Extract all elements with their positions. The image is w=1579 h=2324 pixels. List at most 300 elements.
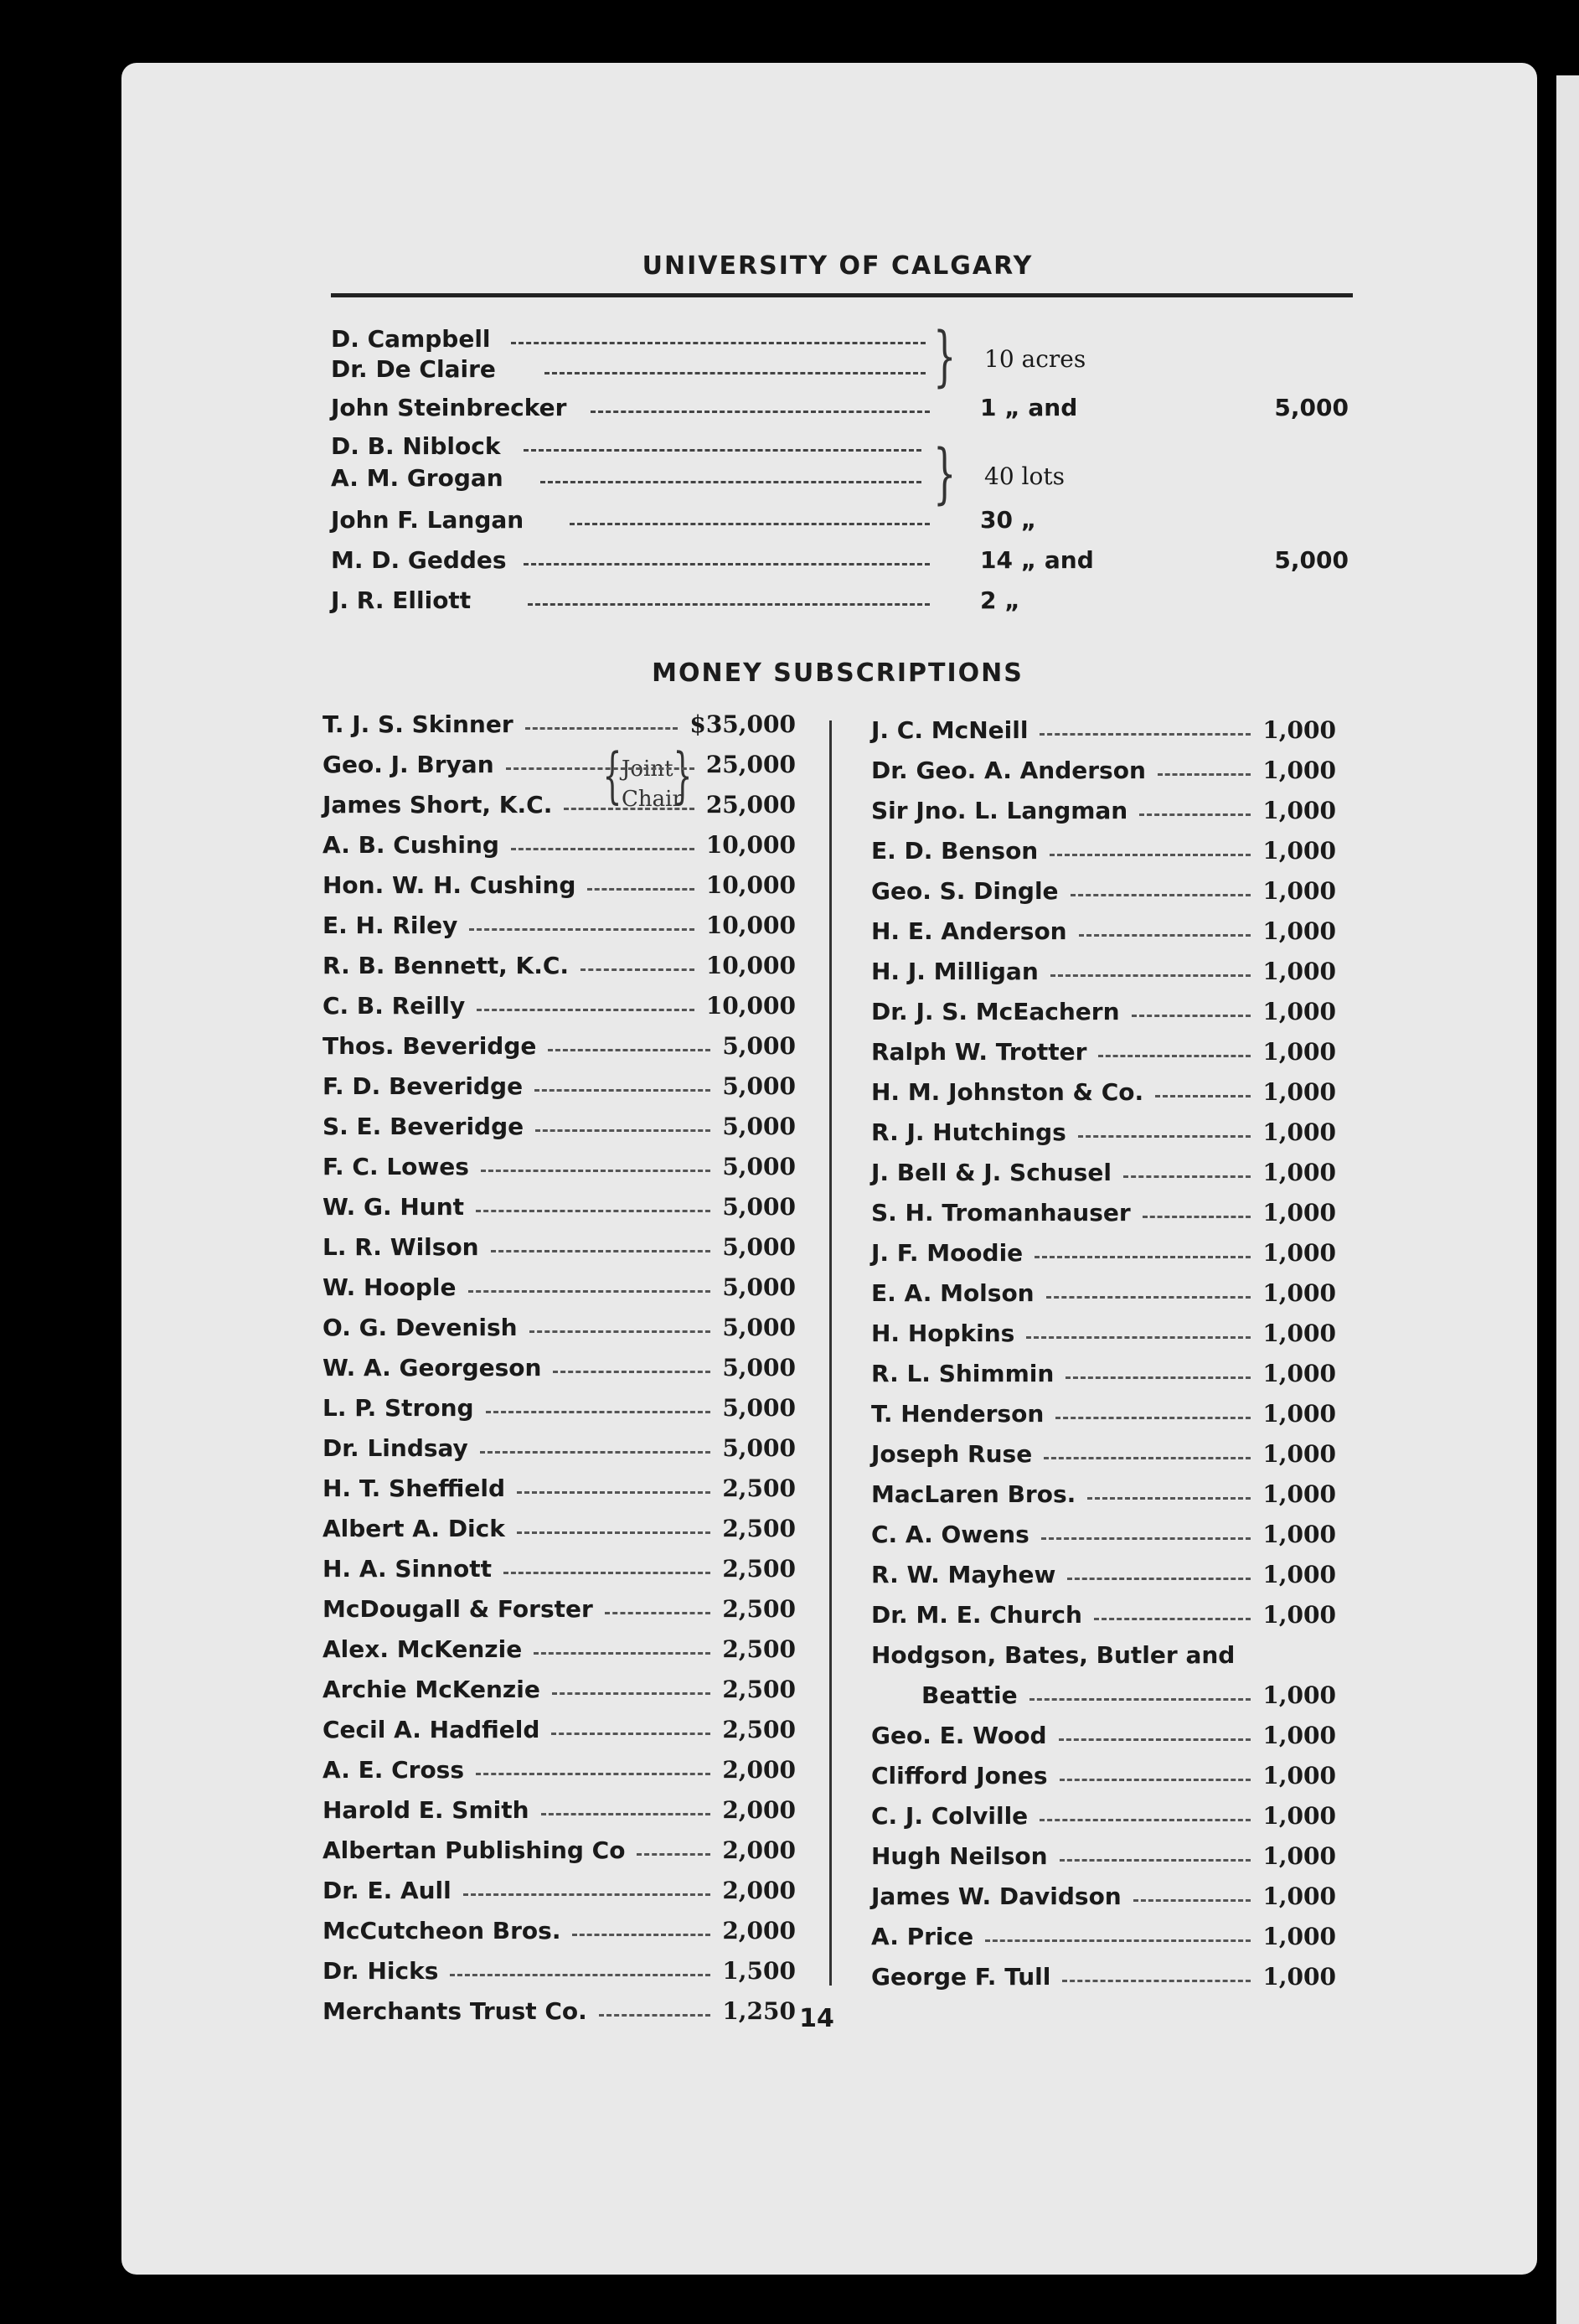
subscription-amount: 5,000 (722, 1314, 796, 1341)
subscription-amount: 2,500 (722, 1716, 796, 1743)
page-header-title: UNIVERSITY OF CALGARY (642, 251, 1034, 281)
leader-dots (525, 727, 678, 730)
subscription-row (871, 998, 1336, 1031)
subscription-row (323, 912, 796, 945)
land-quantity: 1 „ and (980, 394, 1078, 421)
subscription-amount: 1,000 (1262, 1239, 1336, 1267)
land-quantity: 2 „ (980, 586, 1020, 614)
subscriber-name: A. Price (871, 1923, 974, 1950)
subscription-row (323, 1877, 796, 1910)
subscription-row (871, 1159, 1336, 1192)
subscription-row (323, 1394, 796, 1428)
leader-dots (480, 1451, 710, 1454)
subscription-amount: 1,000 (1262, 716, 1336, 744)
subscriber-name: Clifford Jones (871, 1762, 1048, 1789)
leader-dots (529, 1330, 710, 1333)
subscription-row (323, 1716, 796, 1749)
subscription-row (871, 1641, 1336, 1675)
subscription-amount: 1,000 (1262, 958, 1336, 985)
subscriber-name: R. L. Shimmin (871, 1360, 1055, 1387)
subscriber-name: George F. Tull (871, 1963, 1051, 1991)
leader-dots (1132, 1015, 1251, 1017)
donor-name: J. R. Elliott (331, 586, 477, 614)
leader-dots (605, 1612, 710, 1614)
subscriber-name: R. B. Bennett, K.C. (323, 952, 570, 979)
leader-dots (486, 1411, 710, 1413)
leader-dots (1059, 1738, 1251, 1741)
subscription-amount: 10,000 (705, 992, 796, 1020)
leader-dots (503, 1572, 710, 1574)
subscription-row (871, 1882, 1336, 1916)
subscriber-name: James W. Davidson (871, 1882, 1122, 1910)
subscription-row (323, 1796, 796, 1830)
leader-dots (1067, 1578, 1251, 1580)
subscription-amount: 5,000 (722, 1233, 796, 1261)
subscription-amount: 5,000 (722, 1032, 796, 1060)
subscriber-name: Dr. Lindsay (323, 1434, 468, 1462)
leader-dots (517, 1491, 710, 1494)
subscription-amount: 1,000 (1262, 1480, 1336, 1508)
subscription-amount: 1,250 (722, 1997, 796, 2025)
subscription-row (871, 1038, 1336, 1072)
subscription-row (323, 1113, 796, 1146)
subscriber-name: MacLaren Bros. (871, 1480, 1076, 1508)
subscription-amount: 1,000 (1262, 1923, 1336, 1950)
leader-dots (581, 968, 694, 971)
land-gift-row (0, 394, 1579, 427)
leader-dots (517, 1531, 710, 1534)
subscriber-name: Alex. McKenzie (323, 1635, 523, 1663)
subscriber-name: F. C. Lowes (323, 1153, 469, 1180)
leader-dots (1098, 1055, 1251, 1057)
subscription-amount: 2,000 (722, 1917, 796, 1944)
donor-name: John F. Langan (331, 506, 530, 534)
subscriber-name: T. J. S. Skinner (323, 710, 513, 738)
leader-dots (1060, 1859, 1251, 1862)
subscription-amount: 2,500 (722, 1474, 796, 1502)
subscription-row (323, 1434, 796, 1468)
leader-dots (524, 563, 930, 566)
subscriber-name: T. Henderson (871, 1400, 1045, 1428)
leader-dots (552, 1692, 710, 1695)
subscriber-name: J. F. Moodie (871, 1239, 1024, 1267)
subscriber-name: E. A. Molson (871, 1279, 1035, 1307)
donor-name: D. B. Niblock (331, 432, 507, 460)
leader-dots (511, 848, 694, 850)
subscription-amount: 5,000 (722, 1434, 796, 1462)
leader-dots (1143, 1216, 1251, 1218)
leader-dots (1066, 1376, 1251, 1379)
donor-name: D. Campbell (331, 325, 498, 353)
subscription-amount: 5,000 (722, 1193, 796, 1221)
subscription-row (323, 1153, 796, 1186)
subscription-amount: 1,000 (1262, 1722, 1336, 1749)
subscription-amount: 2,500 (722, 1676, 796, 1703)
subscription-row (323, 1233, 796, 1267)
subscriber-name: Dr. E. Aull (323, 1877, 452, 1904)
gift-amount: 5,000 (1274, 546, 1349, 574)
subscription-amount: 2,000 (722, 1796, 796, 1824)
subscriber-name: Dr. Hicks (323, 1957, 439, 1985)
subscriber-name: C. J. Colville (871, 1802, 1029, 1830)
leader-dots (553, 1371, 710, 1373)
subscription-amount: 1,000 (1262, 1118, 1336, 1146)
leader-dots (1046, 1296, 1251, 1299)
subscription-amount: 1,000 (1262, 837, 1336, 865)
subscription-row (871, 958, 1336, 991)
subscription-amount: 1,000 (1262, 1802, 1336, 1830)
subscription-row (871, 1360, 1336, 1393)
subscriber-name: H. M. Johnston & Co. (871, 1078, 1144, 1106)
land-gift-row (0, 355, 1579, 389)
subscriber-name: J. C. McNeill (871, 716, 1029, 744)
subscription-amount: 1,000 (1262, 1038, 1336, 1066)
leader-dots (1050, 854, 1251, 856)
subscriber-name: A. B. Cushing (323, 831, 499, 859)
subscription-row (871, 1681, 1336, 1715)
subscription-row (871, 1239, 1336, 1273)
subscriber-name: Archie McKenzie (323, 1676, 540, 1703)
subscription-row (871, 1279, 1336, 1313)
leader-dots (524, 449, 921, 452)
subscription-row (871, 1963, 1336, 1996)
subscription-amount: 2,500 (722, 1555, 796, 1583)
subscription-amount: 5,000 (722, 1273, 796, 1301)
land-gift-row (0, 325, 1579, 359)
header-rule (331, 293, 1353, 297)
leader-dots (463, 1893, 710, 1896)
subscription-row (323, 1555, 796, 1588)
leader-dots (1155, 1095, 1251, 1097)
subscription-amount: 10,000 (705, 871, 796, 899)
subscriber-name: W. G. Hunt (323, 1193, 465, 1221)
subscription-row (323, 1273, 796, 1307)
subscription-amount: 5,000 (722, 1354, 796, 1381)
land-gift-row (0, 506, 1579, 540)
subscription-amount: 10,000 (705, 831, 796, 859)
subscription-row (871, 1521, 1336, 1554)
subscriber-name: Geo. J. Bryan (323, 751, 494, 778)
leader-dots (599, 2014, 710, 2017)
brace-acres: } (933, 319, 957, 395)
subscription-amount: 1,000 (1262, 1842, 1336, 1870)
leader-dots (564, 808, 694, 810)
leader-dots (1079, 934, 1251, 937)
subscription-row (323, 1072, 796, 1106)
subscription-amount: 1,000 (1262, 1320, 1336, 1347)
donor-name: John Steinbrecker (331, 394, 573, 421)
subscriber-name: W. A. Georgeson (323, 1354, 542, 1381)
leader-dots (481, 1170, 710, 1172)
subscription-row (323, 1474, 796, 1508)
subscription-row (871, 1199, 1336, 1232)
leader-dots (468, 1290, 710, 1293)
subscriber-name: W. Hoople (323, 1273, 457, 1301)
brace-label-acres: 10 acres (984, 345, 1086, 373)
subscription-amount: 1,000 (1262, 877, 1336, 905)
land-gift-row (0, 464, 1579, 498)
money-subscriptions-heading: MONEY SUBSCRIPTIONS (652, 658, 1024, 688)
subscription-amount: 1,000 (1262, 1159, 1336, 1186)
subscriber-name: H. Hopkins (871, 1320, 1015, 1347)
leader-dots (1035, 1256, 1251, 1258)
subscriber-name: F. D. Beveridge (323, 1072, 524, 1100)
subscription-row (871, 797, 1336, 830)
subscriber-name: S. E. Beveridge (323, 1113, 524, 1140)
subscriber-name: J. Bell & J. Schusel (871, 1159, 1112, 1186)
subscription-row (871, 757, 1336, 790)
subscriber-name: McCutcheon Bros. (323, 1917, 561, 1944)
subscription-row (871, 1842, 1336, 1876)
subscriber-name: Geo. E. Wood (871, 1722, 1047, 1749)
right-brace: } (673, 740, 693, 810)
subscription-amount: 10,000 (705, 912, 796, 939)
leader-dots (1041, 1537, 1251, 1540)
subscriber-name: R. J. Hutchings (871, 1118, 1066, 1146)
leader-dots (511, 342, 926, 344)
subscription-row (323, 992, 796, 1025)
subscription-amount: 1,000 (1262, 1360, 1336, 1387)
subscription-row (323, 710, 796, 744)
leader-dots (1044, 1457, 1251, 1459)
subscriber-name: Hodgson, Bates, Butler and (871, 1641, 1236, 1669)
subscription-row (323, 1957, 796, 1991)
subscription-amount: 10,000 (705, 952, 796, 979)
joint-label: Joint (622, 757, 673, 782)
subscription-row (323, 791, 796, 824)
subscription-row (323, 1354, 796, 1387)
subscriber-name: Geo. S. Dingle (871, 877, 1059, 905)
subscription-amount: 1,000 (1262, 1521, 1336, 1548)
subscriber-name: L. R. Wilson (323, 1233, 479, 1261)
leader-dots (544, 372, 926, 374)
subscriber-name: L. P. Strong (323, 1394, 474, 1422)
column-divider (829, 720, 832, 1986)
leader-dots (476, 1210, 710, 1212)
subscription-row (871, 1440, 1336, 1474)
leader-dots (535, 1129, 710, 1132)
subscription-row (871, 877, 1336, 911)
subscription-row (871, 1762, 1336, 1795)
subscriber-name: S. H. Tromanhauser (871, 1199, 1131, 1227)
leader-dots (1060, 1779, 1251, 1781)
subscriber-name: H. J. Milligan (871, 958, 1039, 985)
subscriber-name: McDougall & Forster (323, 1595, 593, 1623)
subscription-row (323, 1676, 796, 1709)
subscriber-name: O. G. Devenish (323, 1314, 518, 1341)
subscription-row (871, 837, 1336, 870)
subscription-amount: 1,000 (1262, 998, 1336, 1025)
subscription-row (323, 952, 796, 985)
subscriber-name: R. W. Mayhew (871, 1561, 1056, 1588)
subscriber-name: Dr. Geo. A. Anderson (871, 757, 1146, 784)
subscriber-name: Ralph W. Trotter (871, 1038, 1087, 1066)
leader-dots (541, 1813, 710, 1815)
subscription-amount: 1,000 (1262, 1963, 1336, 1991)
subscription-amount: 1,000 (1262, 1681, 1336, 1709)
subscription-row (323, 831, 796, 865)
subscription-amount: 1,500 (722, 1957, 796, 1985)
subscription-amount: 5,000 (722, 1072, 796, 1100)
land-gift-row (0, 586, 1579, 620)
subscription-row (871, 917, 1336, 951)
leader-dots (1040, 1819, 1251, 1821)
leader-dots (506, 767, 694, 770)
subscriber-name: H. T. Sheffield (323, 1474, 505, 1502)
subscription-row (871, 1400, 1336, 1433)
leader-dots (528, 603, 930, 606)
subscription-row (871, 1118, 1336, 1152)
leader-dots (551, 1733, 710, 1735)
subscription-row (323, 751, 796, 784)
leader-dots (1050, 974, 1251, 977)
subscriber-name: E. H. Riley (323, 912, 458, 939)
leader-dots (1026, 1336, 1251, 1339)
subscription-amount: 2,500 (722, 1595, 796, 1623)
leader-dots (985, 1939, 1251, 1942)
subscriber-name: Hugh Neilson (871, 1842, 1048, 1870)
subscriber-name: Sir Jno. L. Langman (871, 797, 1128, 824)
subscription-row (323, 1314, 796, 1347)
subscription-row (871, 1078, 1336, 1112)
subscription-amount: 5,000 (722, 1153, 796, 1180)
leader-dots (570, 523, 930, 525)
leader-dots (469, 928, 694, 931)
subscription-amount: 1,000 (1262, 1882, 1336, 1910)
subscription-amount: 25,000 (705, 751, 796, 778)
subscription-row (323, 1997, 796, 2031)
leader-dots (1094, 1618, 1251, 1620)
leader-dots (591, 411, 930, 413)
subscriber-name: Dr. M. E. Church (871, 1601, 1082, 1629)
subscription-row (323, 1595, 796, 1629)
subscription-amount: 2,000 (722, 1756, 796, 1784)
left-brace: { (602, 740, 622, 810)
subscription-row (323, 871, 796, 905)
leader-dots (450, 1974, 710, 1976)
leader-dots (491, 1250, 710, 1252)
subscription-row (323, 1193, 796, 1227)
subscription-row (323, 1756, 796, 1789)
subscription-amount: 1,000 (1262, 1561, 1336, 1588)
leader-dots (1139, 813, 1251, 816)
subscription-row (323, 1515, 796, 1548)
subscription-amount: 2,000 (722, 1836, 796, 1864)
gift-amount: 5,000 (1274, 394, 1349, 421)
subscriber-name: James Short, K.C. (323, 791, 553, 819)
subscription-row (871, 1923, 1336, 1956)
leader-dots (1123, 1175, 1251, 1178)
subscription-row (871, 1480, 1336, 1514)
subscription-amount: 2,000 (722, 1877, 796, 1904)
subscriber-name: E. D. Benson (871, 837, 1039, 865)
leader-dots (540, 481, 921, 483)
land-quantity: 30 „ (980, 506, 1037, 534)
subscriber-name: Merchants Trust Co. (323, 1997, 587, 2025)
subscription-amount: 1,000 (1262, 917, 1336, 945)
leader-dots (1029, 1698, 1251, 1701)
subscription-amount: 1,000 (1262, 797, 1336, 824)
subscriber-name: H. A. Sinnott (323, 1555, 493, 1583)
leader-dots (1040, 733, 1251, 736)
leader-dots (637, 1853, 710, 1856)
land-quantity: 14 „ and (980, 546, 1094, 574)
subscriber-name: Joseph Ruse (871, 1440, 1033, 1468)
subscription-amount: 5,000 (722, 1113, 796, 1140)
land-gift-row (0, 546, 1579, 580)
subscription-row (871, 1802, 1336, 1836)
subscriber-name: C. B. Reilly (323, 992, 466, 1020)
leader-dots (587, 888, 694, 891)
subscription-amount: 1,000 (1262, 1078, 1336, 1106)
donor-name: Dr. De Claire (331, 355, 503, 383)
donor-name: A. M. Grogan (331, 464, 510, 492)
subscriber-name: C. A. Owens (871, 1521, 1029, 1548)
leader-dots (1158, 773, 1251, 776)
subscription-amount: 1,000 (1262, 1762, 1336, 1789)
leader-dots (476, 1773, 710, 1775)
subscription-row (871, 1320, 1336, 1353)
subscription-row (323, 1917, 796, 1950)
leader-dots (1087, 1497, 1251, 1500)
leader-dots (1062, 1980, 1251, 1982)
leader-dots (572, 1934, 710, 1936)
subscriber-name: A. E. Cross (323, 1756, 465, 1784)
subscription-row (871, 716, 1336, 750)
leader-dots (1078, 1135, 1251, 1138)
subscriber-name: Albert A. Dick (323, 1515, 505, 1542)
subscriber-name: Hon. W. H. Cushing (323, 871, 576, 899)
subscription-amount: 25,000 (705, 791, 796, 819)
subscription-amount: 1,000 (1262, 1279, 1336, 1307)
donor-name: M. D. Geddes (331, 546, 513, 574)
subscriber-name: Albertan Publishing Co (323, 1836, 626, 1864)
subscriber-name: H. E. Anderson (871, 917, 1067, 945)
subscription-row (871, 1561, 1336, 1594)
leader-dots (1071, 894, 1251, 896)
brace-label-lots: 40 lots (984, 462, 1065, 490)
leader-dots (1055, 1417, 1251, 1419)
leader-dots (534, 1652, 710, 1655)
chair-label: Chair (622, 787, 683, 812)
subscriber-name: Cecil A. Hadfield (323, 1716, 540, 1743)
subscription-row (323, 1635, 796, 1669)
subscription-amount: 2,500 (722, 1515, 796, 1542)
subscription-amount: 1,000 (1262, 757, 1336, 784)
subscription-row (871, 1722, 1336, 1755)
subscriber-name: Beattie (921, 1681, 1018, 1709)
subscriber-name: Harold E. Smith (323, 1796, 529, 1824)
subscription-amount: 1,000 (1262, 1199, 1336, 1227)
subscription-amount: 1,000 (1262, 1601, 1336, 1629)
subscription-amount: 5,000 (722, 1394, 796, 1422)
leader-dots (534, 1089, 710, 1092)
subscriber-name: Thos. Beveridge (323, 1032, 537, 1060)
subscriber-name: Dr. J. S. McEachern (871, 998, 1120, 1025)
brace-lots: } (933, 436, 957, 512)
leader-dots (1133, 1899, 1251, 1902)
subscription-row (871, 1601, 1336, 1635)
subscription-row (323, 1032, 796, 1066)
land-gift-row (0, 432, 1579, 466)
leader-dots (477, 1009, 694, 1011)
subscription-amount: 2,500 (722, 1635, 796, 1663)
subscription-amount: 1,000 (1262, 1400, 1336, 1428)
subscription-row (323, 1836, 796, 1870)
subscription-amount: $35,000 (689, 710, 796, 738)
page-number: 14 (799, 2004, 834, 2033)
leader-dots (548, 1049, 710, 1051)
